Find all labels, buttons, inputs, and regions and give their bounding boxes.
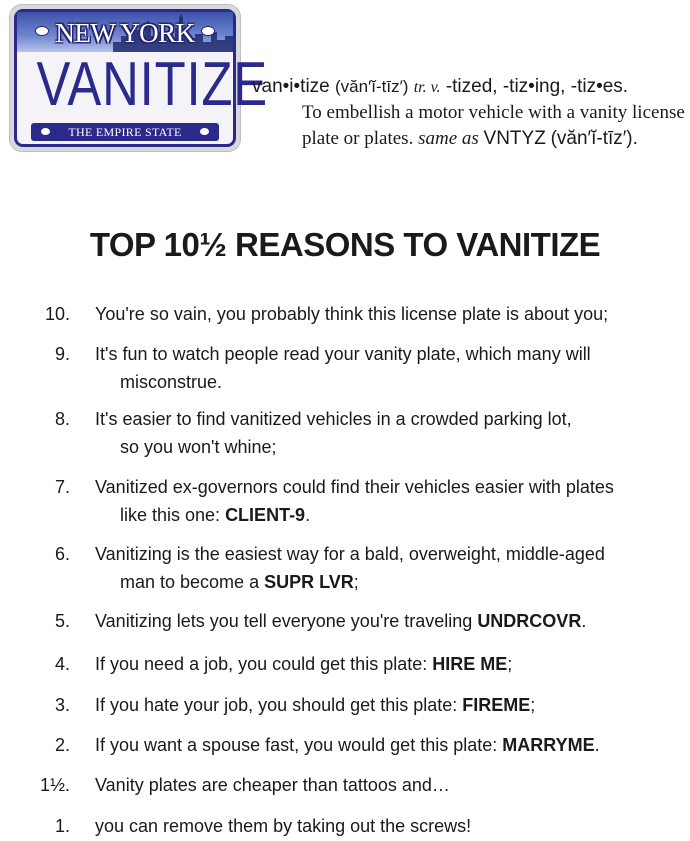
- definition-line-1: To embellish a motor vehicle with a vanity license: [302, 102, 685, 123]
- item-line-1: You're so vain, you probably think this license plate is about you;: [95, 304, 609, 324]
- item-number: 9.: [54, 344, 70, 364]
- item-punctuation: ;: [353, 572, 359, 592]
- item-number: 7.: [54, 477, 70, 497]
- inflections: -tized, -tiz•ing, -tiz•es.: [445, 76, 629, 97]
- plate-example: UNDRCOVR: [477, 611, 582, 631]
- item-text: [95, 540, 680, 596]
- plate-slogan-band: [31, 123, 219, 141]
- headword: van•i•tize: [252, 76, 330, 97]
- item-line-1: It's fun to watch people read your vanity plate, which many will: [95, 344, 591, 364]
- item-line-2: [95, 568, 680, 596]
- item-text: [95, 812, 680, 840]
- item-line-2-text: like this one:: [120, 505, 226, 525]
- plate-bolt-bottom-right: [200, 128, 209, 135]
- item-text: [95, 473, 680, 529]
- item-number: 3.: [54, 695, 70, 715]
- item-line-1: Vanity plates are cheaper than tattoos and…: [95, 775, 450, 795]
- definition-line-2-text: plate or plates.: [302, 128, 414, 149]
- item-text: [95, 340, 680, 396]
- plate-bolt-bottom-left: [41, 128, 50, 135]
- item-number: 10.: [44, 304, 70, 324]
- item-number: 1.: [54, 816, 70, 836]
- item-text-pre: If you hate your job, you should get this plate:: [95, 695, 463, 715]
- item-line-1: Vanitizing is the easiest way for a bald, overweight, middle-aged: [95, 544, 605, 564]
- item-text: [95, 607, 680, 635]
- item-punctuation: .: [305, 505, 311, 525]
- item-text: [95, 691, 680, 719]
- item-punctuation: ;: [530, 695, 536, 715]
- item-text-pre: If you want a spouse fast, you would get this plate:: [95, 735, 503, 755]
- plate-face: [14, 9, 269, 147]
- plate-number: VANITIZE: [36, 50, 269, 119]
- item-punctuation: ;: [507, 654, 513, 674]
- item-text: [95, 300, 680, 328]
- item-line-2-text: man to become a: [120, 572, 265, 592]
- item-line-2: misconstrue.: [120, 372, 223, 392]
- plate-example: CLIENT-9: [225, 505, 306, 525]
- item-text: [95, 771, 680, 799]
- item-number: 2.: [54, 735, 70, 755]
- license-plate-image: [10, 5, 269, 151]
- dictionary-definition: [252, 76, 688, 152]
- same-as-label: same as: [418, 128, 479, 149]
- item-text: [95, 731, 680, 759]
- definition-header: [252, 76, 688, 98]
- plate-example: SUPR LVR: [264, 572, 354, 592]
- item-text: [95, 650, 680, 678]
- item-punctuation: .: [581, 611, 587, 631]
- item-text: [95, 405, 680, 461]
- part-of-speech: tr. v.: [413, 79, 441, 96]
- page-title: TOP 10½ REASONS TO VANITIZE: [89, 226, 601, 263]
- definition-line-2: [302, 126, 688, 152]
- synonym-plate: VNTYZ: [483, 128, 546, 149]
- pronunciation: (văn′ĭ-tīz′): [335, 77, 409, 96]
- item-number: 1½.: [40, 775, 71, 795]
- item-number: 5.: [54, 611, 70, 631]
- item-line-1: It's easier to find vanitized vehicles in a crowded parking lot,: [95, 409, 572, 429]
- plate-state-name: NEW YORK: [55, 18, 195, 48]
- item-line-1: Vanitized ex-governors could find their vehicles easier with plates: [95, 477, 614, 497]
- item-number: 6.: [54, 544, 70, 564]
- item-text-pre: Vanitizing lets you tell everyone you're traveling: [95, 611, 478, 631]
- item-punctuation: .: [594, 735, 600, 755]
- item-text-pre: If you need a job, you could get this plate:: [95, 654, 433, 674]
- plate-slogan: THE EMPIRE STATE: [68, 125, 182, 139]
- item-line-1: you can remove them by taking out the screws!: [95, 816, 472, 836]
- item-number: 4.: [54, 654, 70, 674]
- item-line-2: [95, 501, 680, 529]
- item-line-2: so you won't whine;: [120, 437, 277, 457]
- plate-example: FIREME: [462, 695, 531, 715]
- plate-example: MARRYME: [502, 735, 595, 755]
- plate-example: HIRE ME: [432, 654, 508, 674]
- definition-body: [302, 100, 688, 152]
- item-number: 8.: [54, 409, 70, 429]
- synonym-pronunciation: (văn′ĭ-tīz′).: [550, 128, 638, 149]
